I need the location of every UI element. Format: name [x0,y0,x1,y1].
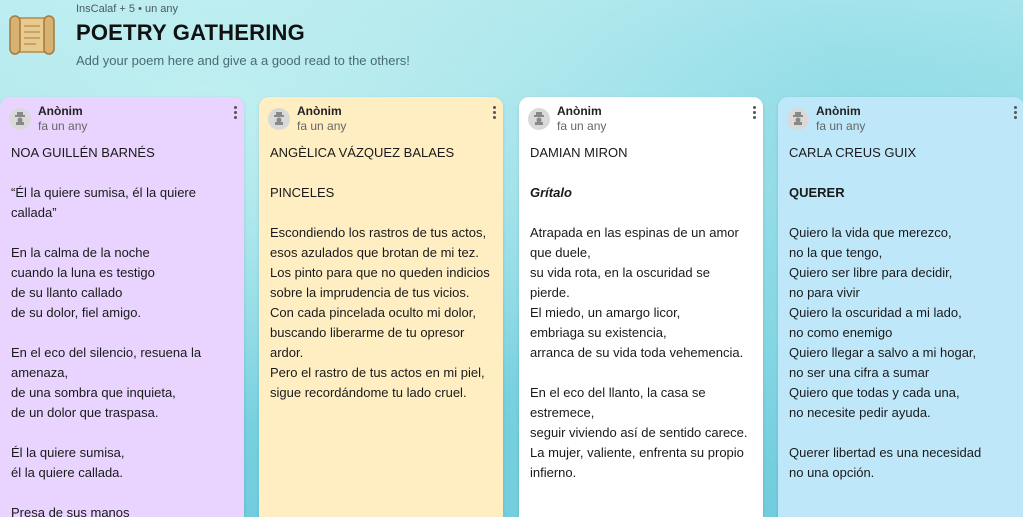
post-subject: DAMIAN MIRON [530,145,628,160]
post-card[interactable] [519,97,763,517]
post-subject: NOA GUILLÉN BARNÉS [11,145,155,160]
avatar [9,108,31,130]
post-timestamp: fa un any [297,119,347,133]
anonymous-user-icon [14,112,26,125]
more-options-icon[interactable] [490,105,498,121]
post-card[interactable] [259,97,503,517]
board-breadcrumb[interactable]: InsCalaf + 5 • un any [76,3,178,15]
post-author: Anònim [816,104,861,118]
post-timestamp: fa un any [557,119,607,133]
scroll-icon [6,12,58,58]
poem-title: Grítalo [530,185,572,200]
poem-paragraph: “Él la quiere sumisa, él la quiere callada” [11,185,196,220]
poem-paragraph: Presa de sus manos [11,505,130,517]
avatar [787,108,809,130]
post-header [259,97,503,137]
poem-paragraph: Querer libertad es una necesidad no una opción. [789,445,982,480]
anonymous-user-icon [792,112,804,125]
post-body [0,137,244,517]
post-subject: CARLA CREUS GUIX [789,145,917,160]
avatar [268,108,290,130]
board-title: POETRY GATHERING [76,20,305,45]
poem-paragraph: En la calma de la noche cuando la luna es testigo de su llanto callado de su dolor, fiel amigo. [11,245,155,320]
post-timestamp: fa un any [816,119,866,133]
poem-paragraph: En el eco del silencio, resuena la amenaza, de una sombra que inquieta, de un dolor que traspasa. [11,345,202,420]
post-body [259,137,503,403]
board-subtitle: Add your poem here and give a a good read to the others! [76,53,410,68]
post-card[interactable] [0,97,244,517]
poem-paragraph: Escondiendo los rastros de tus actos, esos azulados que brotan de mi tez. Los pinto para que no queden indicios sobre la imprudencia de tus vicios. Con cada pincelada oculto mi dolor, buscando liberarme de tu opresor ardor. Pero el rastro de tus actos en mi piel, sigue recordándome tu lado cruel. [270,225,490,400]
post-timestamp: fa un any [38,119,88,133]
post-subject: ANGÈLICA VÁZQUEZ BALAES [270,145,455,160]
poem-paragraph: En el eco del llanto, la casa se estremece, seguir viviendo así de sentido carece. La mujer, valiente, enfrenta su propio infierno. [530,385,748,480]
board-header [0,0,1023,92]
more-options-icon[interactable] [1011,105,1019,121]
post-body [778,137,1023,483]
post-card[interactable] [778,97,1023,517]
poem-paragraph: Quiero la vida que merezco, no la que tengo, Quiero ser libre para decidir, no para vivir Quiero la oscuridad a mi lado, no como enemigo Quiero llegar a salvo a mi hogar, no ser una cifra a sumar Quiero que todas y cada una, no necesite pedir ayuda. [789,225,977,420]
post-author: Anònim [38,104,83,118]
post-author: Anònim [297,104,342,118]
anonymous-user-icon [533,112,545,125]
avatar [528,108,550,130]
poem-paragraph: Atrapada en las espinas de un amor que duele, su vida rota, en la oscuridad se pierde. El miedo, un amargo licor, embriaga su existencia, arranca de su vida toda vehemencia. [530,225,744,360]
post-body [519,137,763,483]
post-header [778,97,1023,137]
post-header [0,97,244,137]
anonymous-user-icon [273,112,285,125]
post-header [519,97,763,137]
more-options-icon[interactable] [750,105,758,121]
poem-title: QUERER [789,185,845,200]
post-author: Anònim [557,104,602,118]
poem-paragraph: Él la quiere sumisa, él la quiere callada. [11,445,125,480]
more-options-icon[interactable] [231,105,239,121]
poem-title: PINCELES [270,185,335,200]
